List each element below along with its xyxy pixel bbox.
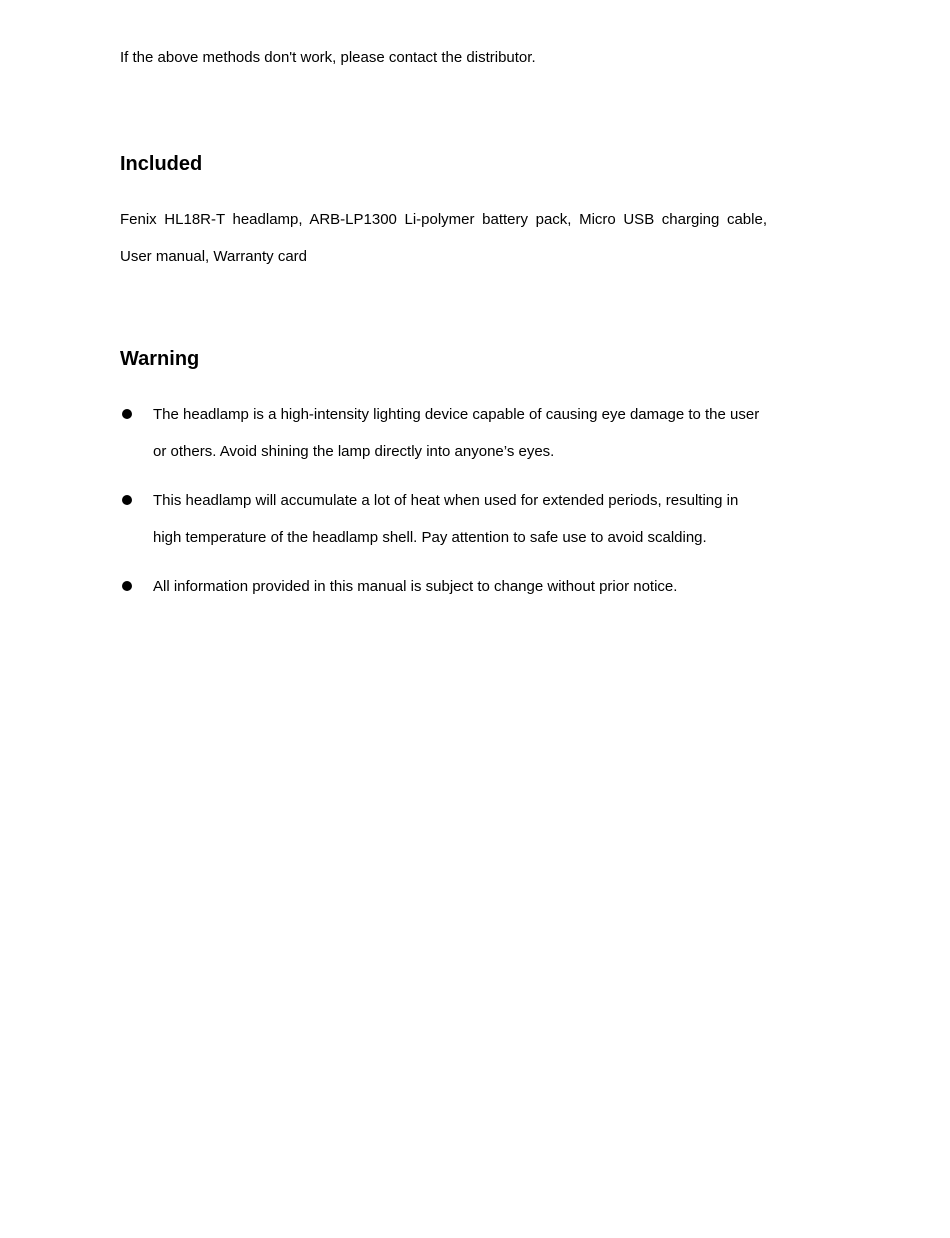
included-heading: Included: [120, 153, 203, 175]
warning-item: [120, 396, 767, 470]
bullet-icon: [122, 581, 132, 591]
intro-paragraph: If the above methods don't work, please contact the distributor.: [120, 49, 536, 66]
warning-item: [120, 568, 767, 605]
warning-item-text: The headlamp is a high-intensity lighting device capable of causing eye damage to the user or others. Avoid shining the lamp directly into anyone’s eyes.: [153, 406, 760, 460]
included-paragraph: Fenix HL18R-T headlamp, ARB-LP1300 Li-polymer battery pack, Micro USB charging cable, User manual, Warranty card: [120, 211, 767, 265]
warning-heading: Warning: [120, 348, 200, 370]
warning-item-text: This headlamp will accumulate a lot of heat when used for extended periods, resulting in high temperature of the headlamp shell. Pay attention to safe use to avoid scalding.: [153, 492, 739, 546]
bullet-icon: [122, 409, 132, 419]
bullet-icon: [122, 495, 132, 505]
warning-item: [120, 482, 767, 556]
warning-list: [120, 396, 767, 617]
warning-item-text: All information provided in this manual is subject to change without prior notice.: [153, 578, 678, 595]
